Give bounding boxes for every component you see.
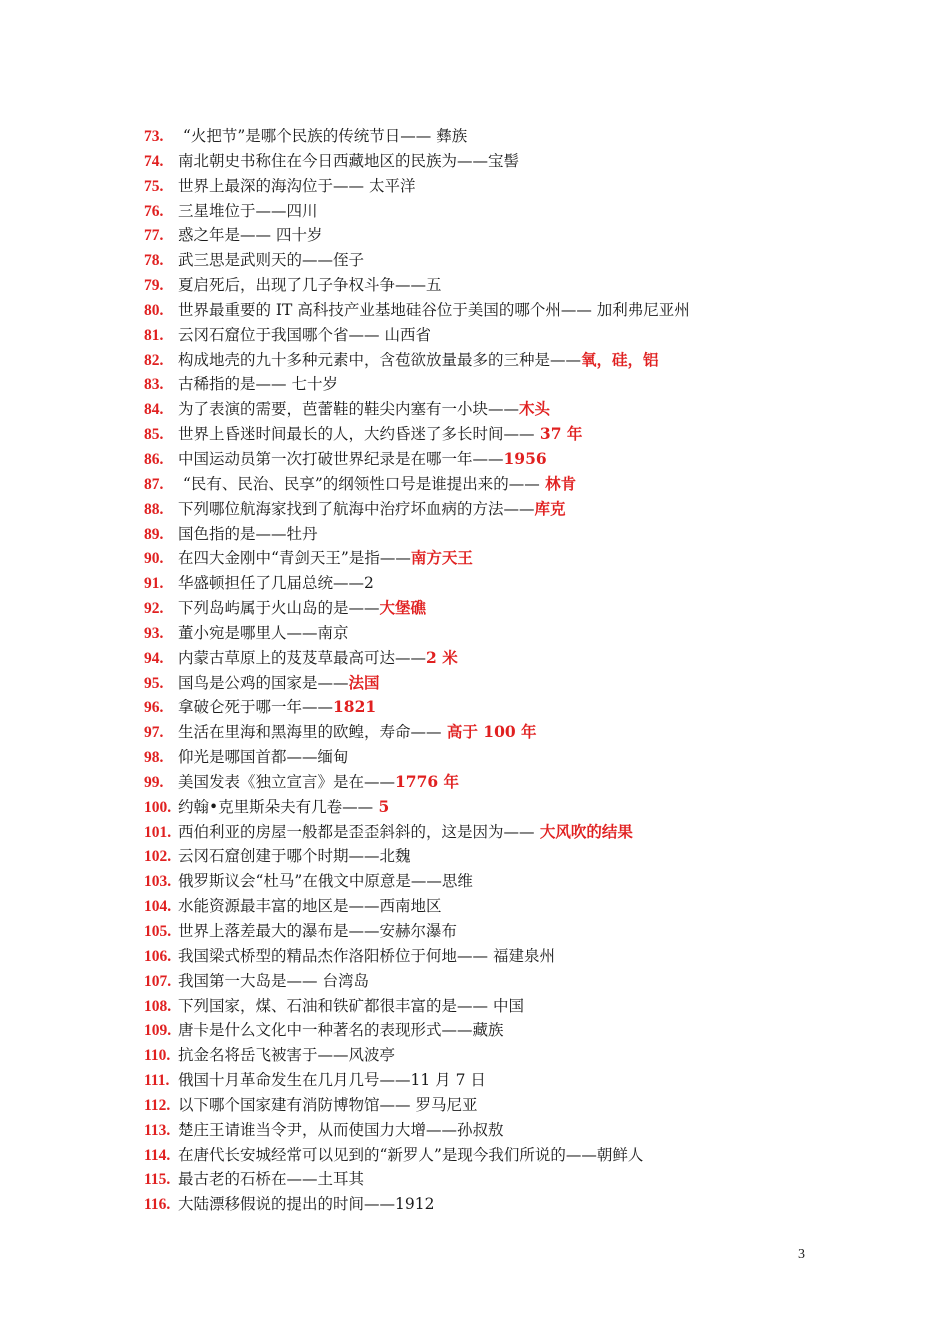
answer-text: 山西省 <box>379 325 431 344</box>
answer-text: 西南地区 <box>379 897 442 916</box>
question-number: 87. <box>144 475 164 493</box>
question-text: 下列哪位航海家找到了航海中治疗坏血病的方法—— <box>178 499 535 518</box>
question-text: 武三思是武则天的—— <box>178 251 334 270</box>
question-item <box>144 720 844 745</box>
question-number: 86. <box>144 450 164 468</box>
question-text: 约翰•克里斯朵夫有几卷—— <box>178 797 374 816</box>
question-number: 109. <box>144 1022 172 1040</box>
question-number: 97. <box>144 724 164 742</box>
question-number: 102. <box>144 848 172 866</box>
question-text: 最古老的石桥在—— <box>178 1170 318 1189</box>
answer-text: 2 <box>364 574 374 593</box>
question-text: 云冈石窟创建于哪个时期—— <box>178 847 380 866</box>
question-item <box>144 844 844 869</box>
question-number: 90. <box>144 550 164 568</box>
question-item <box>144 919 844 944</box>
answer-text: 福建泉州 <box>488 946 555 965</box>
question-text: 仰光是哪国首都—— <box>178 748 318 767</box>
question-text: 俄罗斯议会“杜马”在俄文中原意是—— <box>178 872 442 891</box>
question-number: 91. <box>144 575 164 593</box>
answer-text: 南方天王 <box>410 548 473 568</box>
answer-text: 缅甸 <box>317 748 349 767</box>
question-item <box>144 472 844 497</box>
question-number: 112. <box>144 1096 171 1114</box>
question-number: 83. <box>144 376 164 394</box>
question-number: 80. <box>144 301 164 319</box>
question-item <box>144 546 844 571</box>
question-text: “火把节”是哪个民族的传统节日—— <box>178 127 432 145</box>
answer-text: 5 <box>373 796 390 816</box>
answer-text: 木头 <box>519 399 551 419</box>
question-number: 79. <box>144 277 164 295</box>
question-text: 世界上最深的海沟位于—— <box>178 176 365 195</box>
question-number: 99. <box>144 773 164 791</box>
answer-text: 37 年 <box>534 424 583 444</box>
question-number: 82. <box>144 351 164 369</box>
answer-text: 法国 <box>348 672 380 692</box>
question-text: 世界最重要的 IT 高科技产业基地硅谷位于美国的哪个州—— <box>178 300 592 319</box>
question-item <box>144 969 844 994</box>
question-item <box>144 795 844 820</box>
question-item <box>144 1018 844 1043</box>
question-item <box>144 372 844 397</box>
answer-text: 11 月 7 日 <box>410 1071 486 1090</box>
page-number: 3 <box>798 1247 805 1262</box>
question-item <box>144 1192 844 1217</box>
question-number: 77. <box>144 227 164 245</box>
answer-text: 1821 <box>333 697 377 717</box>
question-number: 93. <box>144 624 164 642</box>
answer-text: 台湾岛 <box>317 971 369 990</box>
question-text: “民有、民治、民享”的纲领性口号是谁提出来的—— <box>178 474 540 493</box>
answer-text: 1776 年 <box>395 771 460 791</box>
answer-text: 高于 100 年 <box>441 722 537 742</box>
answer-text: 氧，硅，铝 <box>581 349 659 369</box>
question-item <box>144 994 844 1019</box>
question-item <box>144 1093 844 1118</box>
question-item <box>144 199 844 224</box>
question-number: 101. <box>144 823 172 841</box>
question-number: 100. <box>144 798 172 816</box>
question-number: 73. <box>144 128 164 145</box>
answer-text: 藏族 <box>472 1021 504 1040</box>
answer-text: 库克 <box>534 498 566 518</box>
question-text: 美国发表《独立宣言》是在—— <box>178 772 396 791</box>
question-number: 94. <box>144 649 164 667</box>
answer-text: 南京 <box>317 623 349 642</box>
question-text: 古稀指的是—— <box>178 375 287 394</box>
question-number: 89. <box>144 525 164 543</box>
question-number: 108. <box>144 997 172 1015</box>
question-number: 81. <box>144 326 164 344</box>
question-number: 116. <box>144 1196 171 1214</box>
answer-text: 北魏 <box>379 847 411 866</box>
answer-text: 土耳其 <box>317 1170 365 1189</box>
answer-text: 五 <box>426 276 442 295</box>
answer-text: 宝髻 <box>488 151 520 170</box>
question-item <box>144 124 844 149</box>
question-text: 以下哪个国家建有消防博物馆—— <box>178 1095 411 1114</box>
question-item <box>144 522 844 547</box>
question-number: 103. <box>144 873 172 891</box>
question-item <box>144 894 844 919</box>
question-item <box>144 621 844 646</box>
answer-text: 孙叔敖 <box>457 1120 504 1139</box>
question-item <box>144 447 844 472</box>
question-text: 唐卡是什么文化中一种著名的表现形式—— <box>178 1021 473 1040</box>
question-number: 78. <box>144 252 164 270</box>
question-text: 构成地壳的九十多种元素中，含苞欲放量最多的三种是—— <box>178 350 582 369</box>
answer-text: 中国 <box>488 996 524 1015</box>
question-number: 104. <box>144 898 172 916</box>
question-text: 下列岛屿属于火山岛的是—— <box>178 599 380 618</box>
question-number: 98. <box>144 749 164 767</box>
answer-text: 大堡礁 <box>379 598 427 618</box>
question-text: 我国梁式桥型的精品杰作洛阳桥位于何地—— <box>178 946 489 965</box>
answer-text: 加利弗尼亚州 <box>591 300 690 319</box>
question-item <box>144 397 844 422</box>
question-item <box>144 869 844 894</box>
question-text: 国色指的是—— <box>178 524 287 543</box>
question-text: 内蒙古草原上的芨芨草最高可达—— <box>178 648 427 667</box>
answer-text: 安赫尔瀑布 <box>379 922 458 940</box>
question-item <box>144 248 844 273</box>
answer-text: 朝鲜人 <box>596 1145 644 1164</box>
question-item <box>144 695 844 720</box>
answer-text: 1912 <box>395 1195 435 1214</box>
question-item <box>144 1143 844 1168</box>
answer-text: 思维 <box>441 872 473 891</box>
question-text: 中国运动员第一次打破世界纪录是在哪一年—— <box>178 449 504 468</box>
question-item <box>144 149 844 174</box>
question-item <box>144 323 844 348</box>
question-item <box>144 348 844 373</box>
answer-text: 牡丹 <box>286 524 318 543</box>
question-item <box>144 298 844 323</box>
question-text: 董小宛是哪里人—— <box>178 623 318 642</box>
question-item <box>144 745 844 770</box>
question-text: 世界上昏迷时间最长的人，大约昏迷了多长时间—— <box>178 425 535 444</box>
answer-text: 七十岁 <box>286 375 338 394</box>
question-text: 在四大金刚中“青剑天王”是指—— <box>178 549 411 568</box>
question-number: 114. <box>144 1146 171 1164</box>
question-number: 88. <box>144 500 164 518</box>
question-item <box>144 1068 844 1093</box>
question-text: 拿破仑死于哪一年—— <box>178 698 334 717</box>
question-text: 水能资源最丰富的地区是—— <box>178 897 380 916</box>
question-number: 107. <box>144 972 172 990</box>
question-text: 世界上落差最大的瀑布是—— <box>178 922 380 940</box>
question-item <box>144 571 844 596</box>
question-item <box>144 497 844 522</box>
question-text: 三星堆位于—— <box>178 201 287 220</box>
answer-text: 大风吹的结果 <box>534 821 633 841</box>
question-number: 84. <box>144 401 164 419</box>
answer-text: 罗马尼亚 <box>410 1095 478 1114</box>
question-number: 76. <box>144 202 164 220</box>
question-text: 楚庄王请谁当令尹，从而使国力大增—— <box>178 1120 458 1139</box>
question-item <box>144 273 844 298</box>
question-text: 西伯利亚的房屋一般都是歪歪斜斜的，这是因为—— <box>178 822 535 841</box>
answer-text: 太平洋 <box>364 176 416 195</box>
answer-text: 侄子 <box>333 251 365 270</box>
question-item <box>144 1118 844 1143</box>
question-number: 95. <box>144 674 164 692</box>
question-item <box>144 1043 844 1068</box>
answer-text: 林肯 <box>539 473 577 493</box>
question-item <box>144 174 844 199</box>
question-item <box>144 820 844 845</box>
answer-text: 彝族 <box>431 127 468 145</box>
question-item <box>144 944 844 969</box>
question-number: 106. <box>144 947 172 965</box>
answer-text: 四十岁 <box>271 226 323 245</box>
question-item <box>144 671 844 696</box>
question-text: 大陆漂移假说的提出的时间—— <box>178 1195 396 1214</box>
question-text: 惑之年是—— <box>178 226 272 245</box>
question-number: 92. <box>144 600 164 618</box>
question-text: 下列国家，煤、石油和铁矿都很丰富的是—— <box>178 996 489 1015</box>
question-number: 75. <box>144 177 164 195</box>
question-text: 抗金名将岳飞被害于—— <box>178 1046 349 1065</box>
question-number: 85. <box>144 426 164 444</box>
answer-text: 四川 <box>286 201 318 220</box>
question-item <box>144 1167 844 1192</box>
question-text: 我国第一大岛是—— <box>178 971 318 990</box>
question-text: 夏启死后，出现了几子争权斗争—— <box>178 276 427 295</box>
question-item <box>144 596 844 621</box>
question-item <box>144 646 844 671</box>
answer-text: 2 米 <box>426 647 458 667</box>
question-item <box>144 422 844 447</box>
question-number: 74. <box>144 152 164 170</box>
question-text: 国鸟是公鸡的国家是—— <box>178 673 349 692</box>
question-number: 110. <box>144 1047 171 1065</box>
question-text: 为了表演的需要，芭蕾鞋的鞋尖内塞有一小块—— <box>178 400 520 419</box>
question-number: 113. <box>144 1121 171 1139</box>
question-text: 南北朝史书称住在今日西藏地区的民族为—— <box>178 151 489 170</box>
question-number: 105. <box>144 923 172 940</box>
question-item <box>144 223 844 248</box>
question-number: 115. <box>144 1171 171 1189</box>
question-list <box>144 124 844 1217</box>
question-text: 在唐代长安城经常可以见到的“新罗人”是现今我们所说的—— <box>178 1145 597 1164</box>
question-text: 华盛顿担任了几届总统—— <box>178 574 365 593</box>
question-text: 云冈石窟位于我国哪个省—— <box>178 325 380 344</box>
question-text: 俄国十月革命发生在几月几号—— <box>178 1071 411 1090</box>
answer-text: 风波亭 <box>348 1046 396 1065</box>
question-text: 生活在里海和黑海里的欧鳇，寿命—— <box>178 723 442 742</box>
question-number: 111. <box>144 1072 170 1090</box>
question-item <box>144 770 844 795</box>
question-number: 96. <box>144 699 164 717</box>
answer-text: 1956 <box>503 448 547 468</box>
